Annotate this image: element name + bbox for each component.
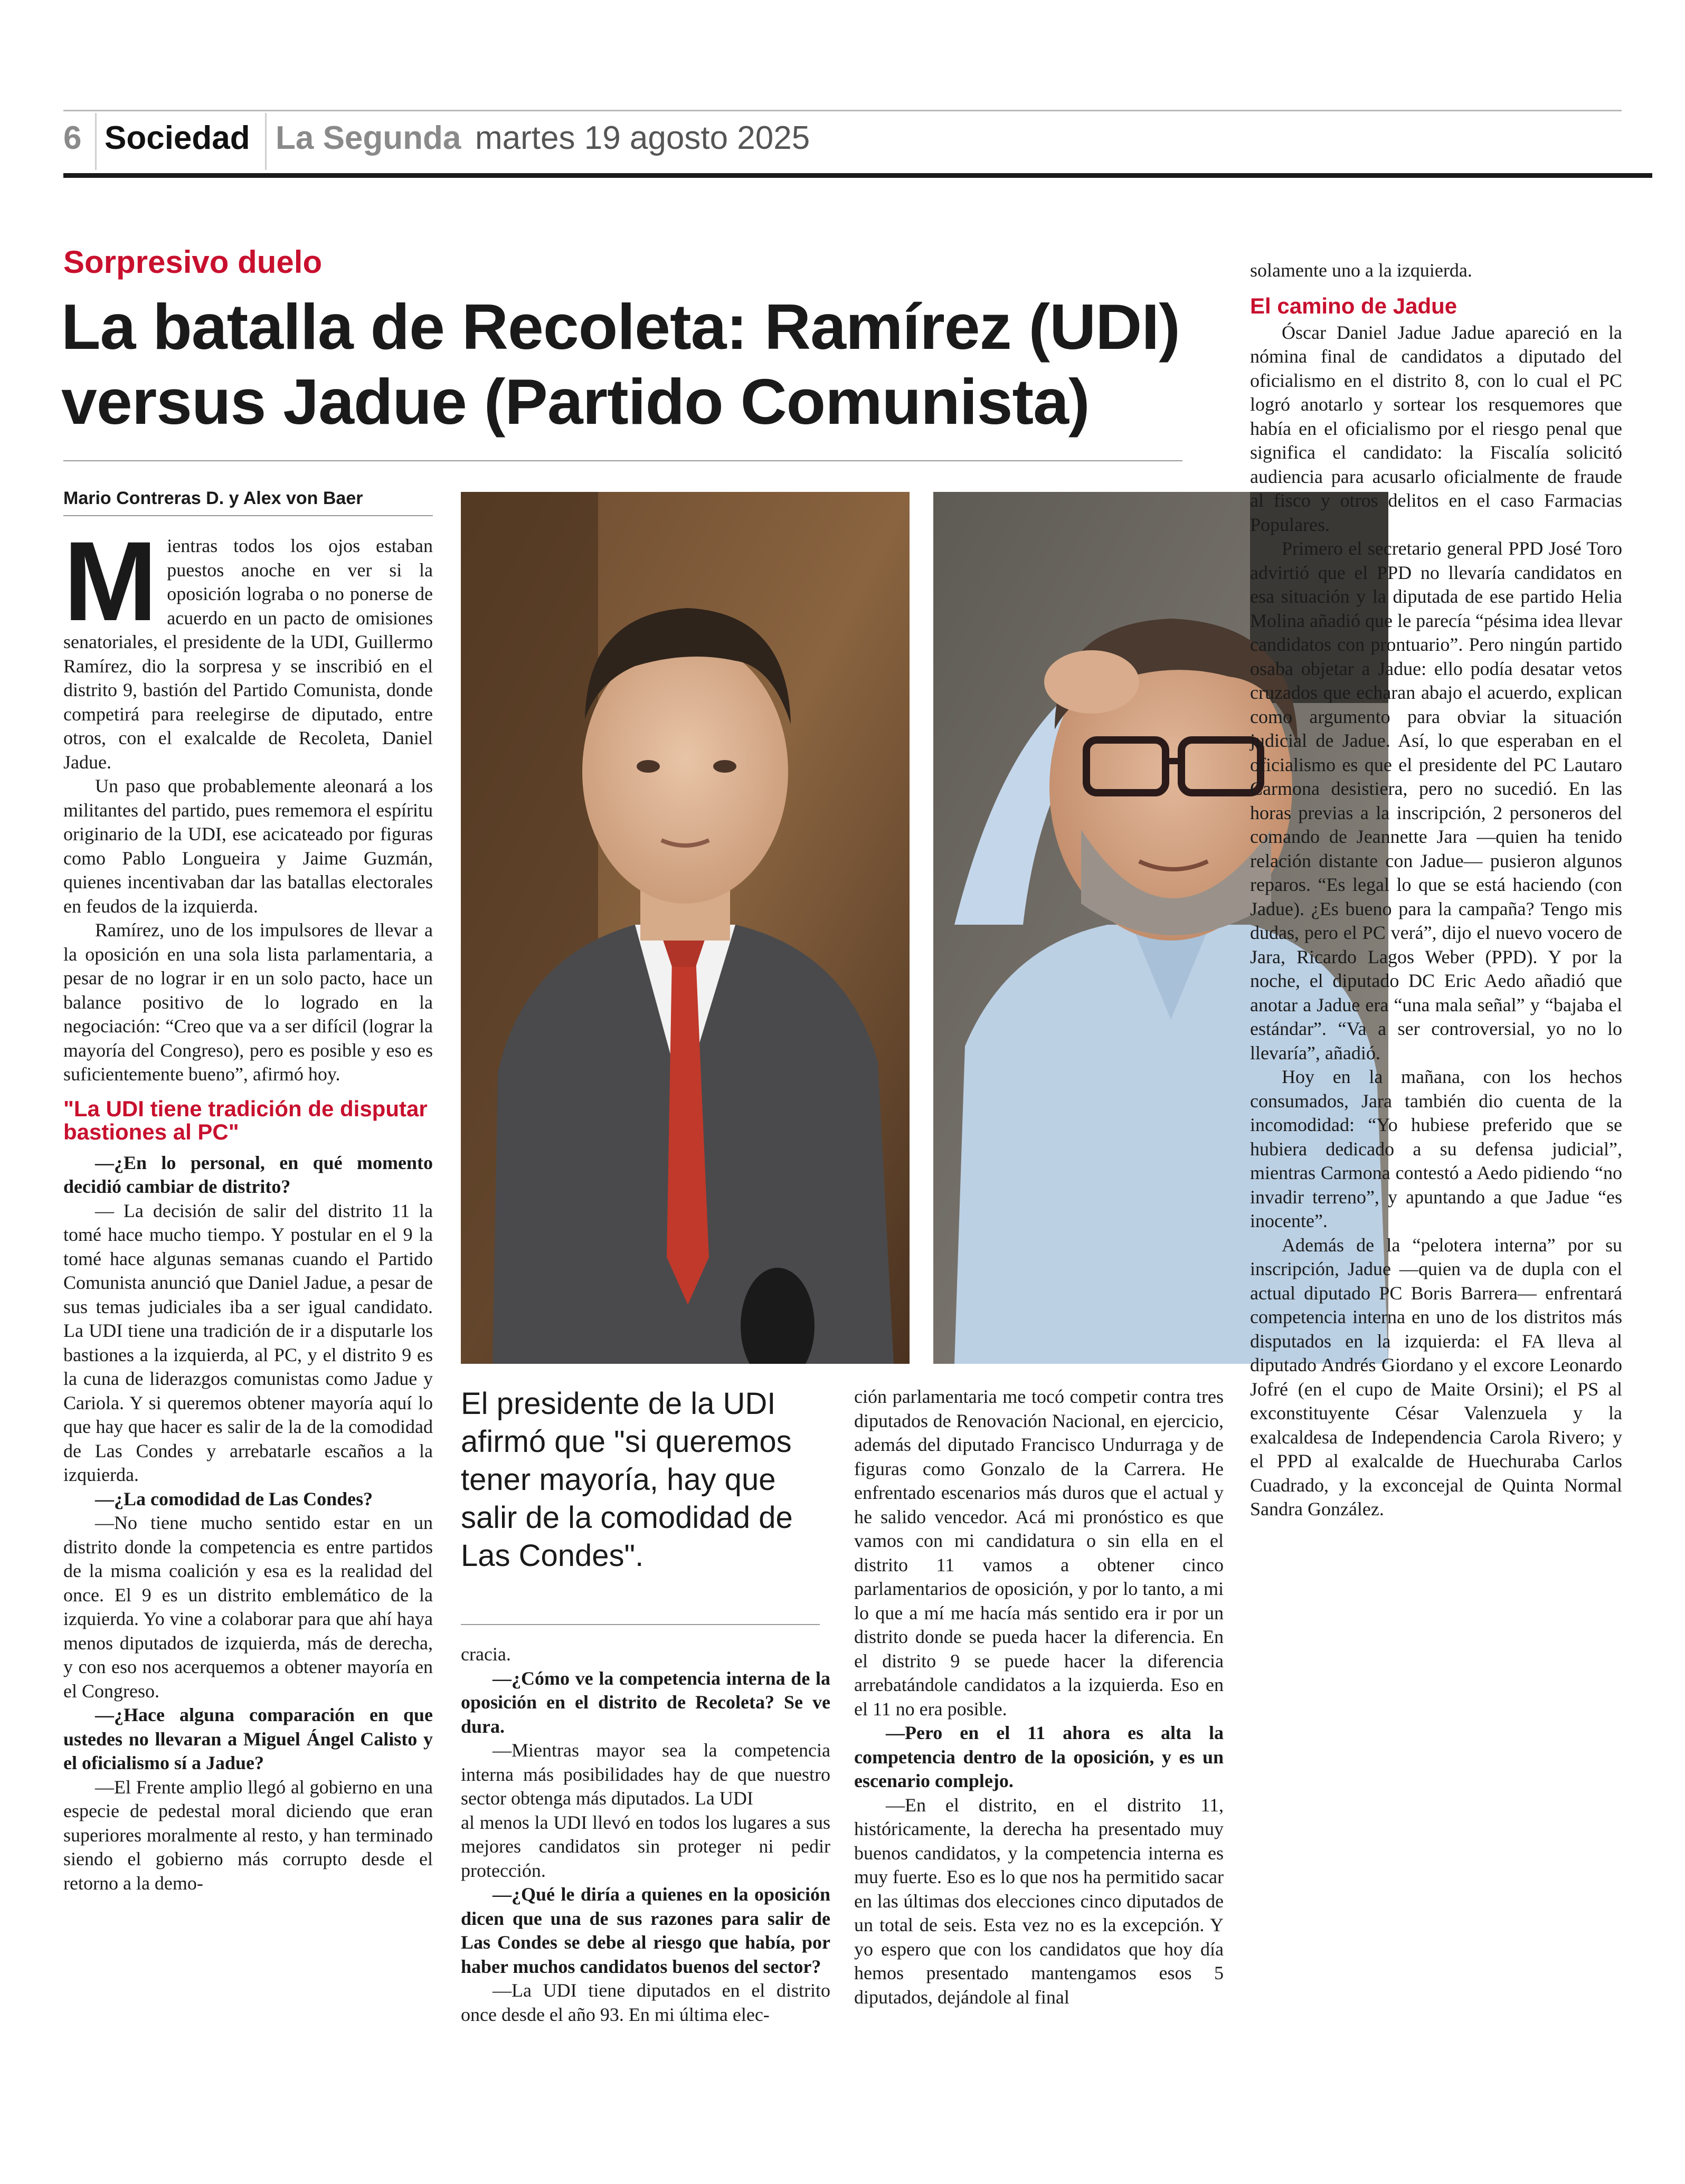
publication-name: La Segunda [276, 120, 461, 156]
answer: —En el distrito, en el distrito 11, históricamente, la derecha ha presentado muy buenos candidatos, y la competencia interna es muy fuerte. Eso es lo que nos ha permitido sacar en las últimas dos elecciones cinco diputados de un total de seis. Esta vez no es la excepción. Y yo espero que con los candidatos que hoy día hemos presentado mantengamos esos 5 diputados, dejándole al final [854, 1794, 1224, 2008]
pull-quote-rule [461, 1624, 820, 1625]
headline [61, 289, 1180, 439]
column-2 [461, 1642, 830, 2027]
question: —¿La comodidad de Las Condes? [95, 1488, 373, 1509]
paragraph: Primero el secretario general PPD José Toro advirtió que el PPD no llevaría candidatos en esa situación y la diputada de ese partido Helia Molina añadió que le parecía “pésima idea llevar candidatos con prontuario”. Pero ningún partido osaba objetar a Jadue: ello podía desatar vetos cruzados que echaran abajo el acuerdo, explican como argumento para obviar la situación judicial de Jadue. Así, lo que esperaban en el oficialismo es que el presidente del PC Lautaro Carmona desistiera, pero no sucedió. En las horas previas a la inscripción, 2 personeros del comando de Jeannette Jara —quien ha tenido relación distante con Jadue— pusieron algunos reparos. “Es legal lo que se está haciendo (con Jadue). ¿Es bueno para la campaña? Tengo mis dudas, pero el PC verá”, dijo el nuevo vocero de Jara, Ricardo Lagos Weber (PPD). Y por la noche, el diputado DC Eric Aedo añadió que anotar a Jadue era “una mala señal” y “bajaba el estándar”. “Va a ser controversial, yo no lo llevaría”, añadió. [1250, 538, 1622, 1063]
pull-quote: El presidente de la UDI afirmó que "si queremos tener mayoría, hay que salir de la comodidad de Las Condes". [461, 1387, 793, 1573]
column-3 [854, 1385, 1224, 2009]
section-name: Sociedad [105, 120, 250, 156]
header-divider-2 [265, 113, 267, 170]
headline-line-2: versus Jadue (Partido Comunista) [61, 366, 1090, 438]
photo-ramirez [461, 492, 910, 1364]
question: —¿En lo personal, en qué momento decidió cambiar de distrito? [63, 1152, 433, 1197]
paragraph: Óscar Daniel Jadue Jadue apareció en la nómina final de candidatos a diputado del oficialismo en el distrito 8, con lo cual el PC logró anotarlo y sortear los resquemores que había en el oficialismo por el riesgo penal que significa el candidato: la Fiscalía solicitó audiencia para acusarlo oficialmente de fraude al fisco y otros delitos en el caso Farmacias Populares. [1250, 321, 1622, 535]
question: —¿Qué le diría a quienes en la oposición dicen que una de sus razones para salir de Las Condes se debe al riesgo que había, por haber muchos candidatos buenos del sector? [461, 1884, 830, 1977]
question: —¿Hace alguna comparación en que ustedes no llevaran a Miguel Ángel Calisto y el oficialismo sí a Jadue? [63, 1704, 433, 1773]
header-date: martes 19 agosto 2025 [475, 120, 810, 156]
header-bottom-rule [63, 173, 1652, 178]
page-number: 6 [63, 120, 82, 156]
column-1 [63, 518, 433, 1895]
answer: —El Frente amplio llegó al gobierno en una especie de pedestal moral diciendo que eran superiores moralmente al resto, y han terminado siendo el gobierno más corrupto desde el retorno a la demo- [63, 1776, 433, 1894]
kicker: Sorpresivo duelo [63, 244, 323, 280]
byline: Mario Contreras D. y Alex von Baer [63, 488, 363, 508]
paragraph: Un paso que probablemente aleonará a los militantes del partido, pues rememora el espíritu originario de la UDI, ese acicateado por figuras como Pablo Longueira y Jaime Guzmán, quienes incentivaban dar las batallas electorales en feudos de la izquierda. [63, 775, 433, 917]
paragraph: Hoy en la mañana, con los hechos consumados, Jara también dio cuenta de la incomodidad: “Yo hubiese preferido que se hubiera dedicado a su defensa judicial”, mientras Carmona contestó a Aedo pidiendo “no invadir terreno”, y apuntando a que Jadue “es inocente”. [1250, 1066, 1622, 1231]
answer: —La UDI tiene diputados en el distrito once desde el año 93. En mi última elec- [461, 1980, 830, 2025]
header-divider [95, 113, 97, 170]
headline-line-1: La batalla de Recoleta: Ramírez (UDI) [61, 291, 1180, 363]
byline-rule [63, 515, 433, 516]
answer-continued: cracia. [461, 1644, 511, 1665]
answer-continued: ción parlamentaria me tocó competir contra tres diputados de Renovación Nacional, en ejercicio, además del diputado Francisco Undurraga y de figuras como Gonzalo de la Carrera. He enfrentado escenarios más duros que el actual y he salido vencedor. Acá mi pronóstico es que vamos con mi candidatura o sin ella en el distrito 11 vamos a obtener cinco parlamentarios de oposición, y por lo tanto, a mi lo que a mí me hacía más sentido era ir por un distrito donde se pueda hacer la diferencia. En el distrito 9 se puede hacer la diferencia arrebatándole candidatos a la izquierda. Eso en el 11 no era posible. [854, 1386, 1224, 1720]
photo-ramirez-illustration [461, 492, 910, 1364]
column-4 [1250, 259, 1622, 1522]
paragraph: Ramírez, uno de los impulsores de llevar a la oposición en una sola lista parlamentaria, a pesar de no lograr ir en un solo pacto, hace un balance positivo de lo logrado en la negociación: “Creo que va a ser difícil (lograr la mayoría del Congreso), pero es posible y eso es suficientemente bueno”, afirmó hoy. [63, 919, 433, 1085]
answer: —No tiene mucho sentido estar en un distrito donde la competencia es entre partidos de la misma coalición y esa es la realidad del once. El 9 es un distrito emblemático de la izquierda. Yo vine a colaborar para que ahí haya menos diputados de izquierda, más de derecha, y con eso nos acerquemos a obtener mayoría en el Congreso. [63, 1512, 433, 1702]
answer: —Mientras mayor sea la competencia interna más posibilidades hay de que nuestro sector obtenga más diputados. La UDI [461, 1740, 830, 1809]
answer: al menos la UDI llevó en todos los lugares a sus mejores candidatos sin proteger ni pedir protección. [461, 1811, 830, 1881]
paragraph: Además de la “pelotera interna” por su inscripción, Jadue —quien va de dupla con el actual diputado PC Boris Barrera— enfrentará competencia interna en uno de los distritos más disputados en la izquierda: el FA lleva al diputado Andrés Giordano y el excore Leonardo Jofré (en el cupo de Maite Orsini); el PS al exconstituyente César Valenzuela y la exalcaldesa de Independencia Carola Rivero; y el PPD al exalcalde de Huechuraba Carlos Cuadrado, y la exconcejal de Quinta Normal Sandra González. [1250, 1234, 1622, 1520]
subhead-jadue: El camino de Jadue [1250, 293, 1457, 318]
answer-continued: solamente uno a la izquierda. [1250, 260, 1472, 281]
headline-rule [63, 460, 1182, 461]
dropcap: M [63, 518, 158, 644]
answer: — La decisión de salir del distrito 11 la tomé hace mucho tiempo. Y postular en el 9 la tomé hace algunas semanas cuando el Partido Comunista anunció que Daniel Jadue, a pesar de sus temas judiciales iba a ser igual candidato. La UDI tiene una tradición de ir a disputarle los bastiones a la izquierda, al PC, y el distrito 9 es la cuna de liderazgos comunistas como Jadue y Cariola. Y si queremos obtener mayoría aquí lo que hay que hacer es salir de la de la comodidad de Las Condes y arrebatarle escaños a la izquierda. [63, 1200, 433, 1485]
paragraph: ientras todos los ojos estaban puestos anoche en ver si la oposición lograba o no ponerse de acuerdo en un pacto de omisiones senatoriales, el presidente de la UDI, Guillermo Ramírez, dio la sorpresa y se inscribió en el distrito 9, bastión del Partido Comunista, donde competirá para reelegirse de diputado, entre otros, con el exalcalde de Recoleta, Daniel Jadue. [63, 535, 433, 773]
question: —Pero en el 11 ahora es alta la competencia dentro de la oposición, y es un escenario complejo. [854, 1722, 1224, 1791]
question: —¿Cómo ve la competencia interna de la oposición en el distrito de Recoleta? Se ve dura. [461, 1667, 830, 1737]
subhead-udi: "La UDI tiene tradición de disputar bastiones al PC" [63, 1096, 428, 1144]
header-top-rule [63, 110, 1622, 111]
